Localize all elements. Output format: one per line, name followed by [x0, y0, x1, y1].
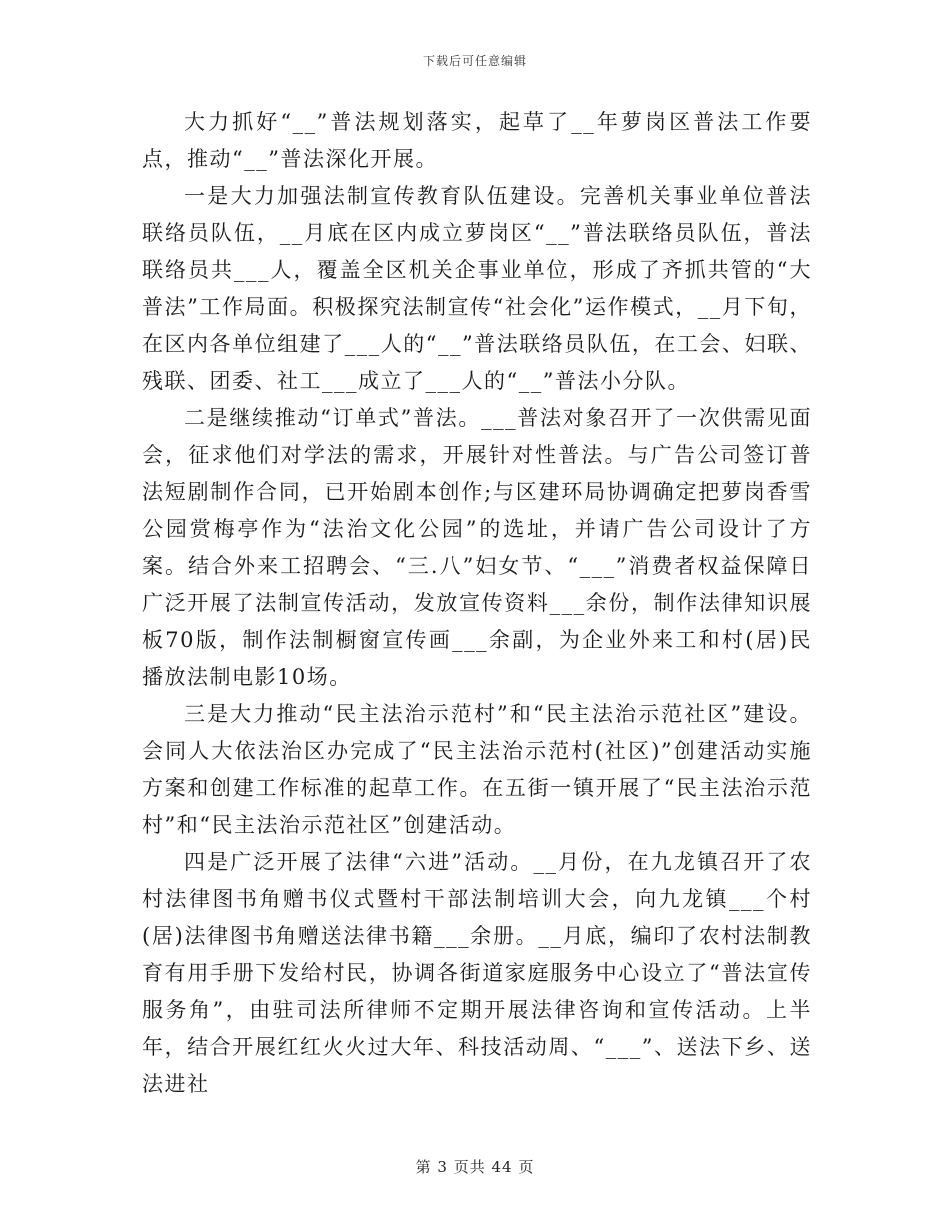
page-header: 下载后可任意编辑: [422, 54, 527, 68]
paragraph: 二是继续推动“订单式”普法。___普法对象召开了一次供需见面会，征求他们对学法的需求，开展针对性普法。与广告公司签订普法短剧制作合同，已开始剧本创作;与区建环局协调确定把萝岗香雪公园赏梅亭作为“法治文化公园”的选址，并请广告公司设计了方案。结合外来工招聘会、“三.八”妇女节、“___”消费者权益保障日广泛开展了法制宣传活动，发放宣传资料___余份，制作法律知识展板70版，制作法制橱窗宣传画___余副，为企业外来工和村(居)民播放法制电影10场。: [142, 406, 812, 689]
paragraph: 大力抓好“__”普法规划落实，起草了__年萝岗区普法工作要点，推动“__”普法深化开展。: [142, 110, 812, 171]
document-body: [142, 104, 812, 1103]
paragraph: 三是大力推动“民主法治示范村”和“民主法治示范社区”建设。会同人大依法治区办完成了“民主法治示范村(社区)”创建活动实施方案和创建工作标准的起草工作。在五街一镇开展了“民主法治示范村”和“民主法治示范社区”创建活动。: [142, 702, 812, 837]
page-number: 第 3 页共 44 页: [415, 1158, 535, 1176]
paragraph: 一是大力加强法制宣传教育队伍建设。完善机关事业单位普法联络员队伍，__月底在区内成立萝岗区“__”普法联络员队伍，普法联络员共___人，覆盖全区机关企事业单位，形成了齐抓共管的“大普法”工作局面。积极探究法制宣传“社会化”运作模式，__月下旬，在区内各单位组建了___人的“__”普法联络员队伍，在工会、妇联、残联、团委、社工___成立了___人的“__”普法小分队。: [142, 184, 812, 393]
paragraph: 四是广泛开展了法律“六进”活动。__月份，在九龙镇召开了农村法律图书角赠书仪式暨村干部法制培训大会，向九龙镇___个村(居)法律图书角赠送法律书籍___余册。__月底，编印了农村法制教育有用手册下发给村民，协调各街道家庭服务中心设立了“普法宣传服务角”，由驻司法所律师不定期开展法律咨询和宣传活动。上半年，结合开展红红火火过大年、科技活动周、“___”、送法下乡、送法进社: [142, 850, 812, 1096]
